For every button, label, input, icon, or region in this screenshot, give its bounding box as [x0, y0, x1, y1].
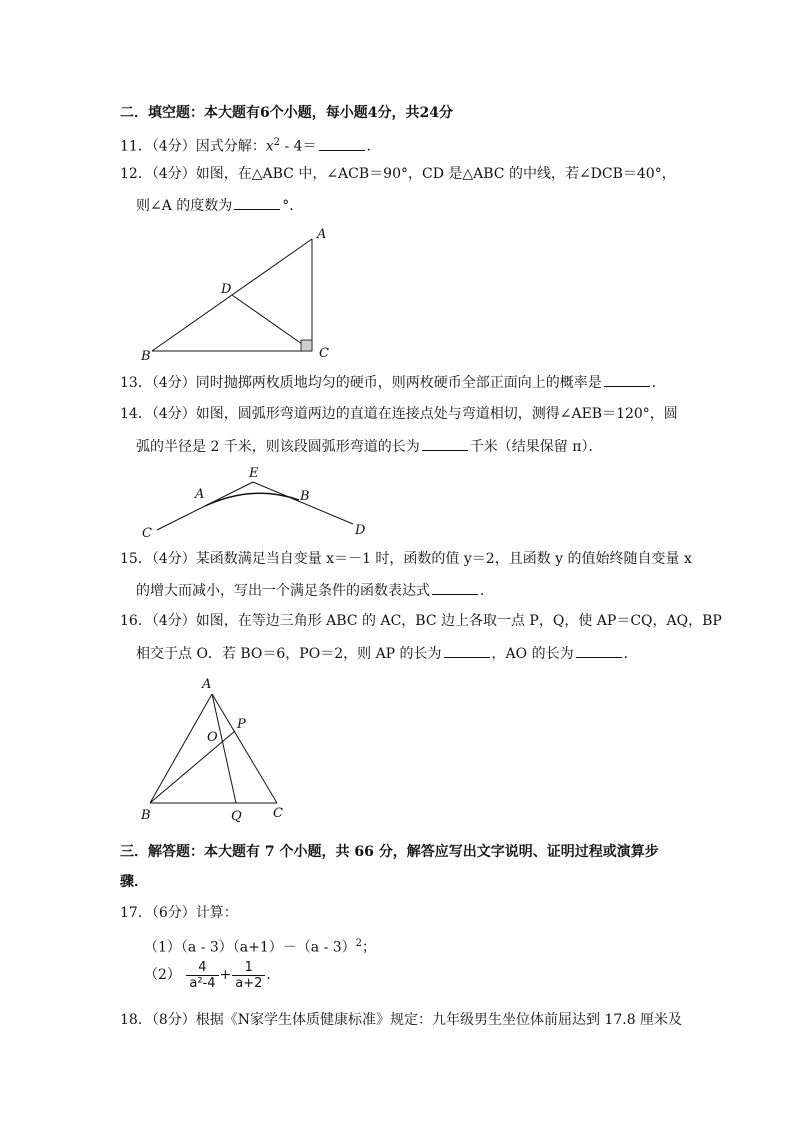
section-2-title: 二．填空题：本大题有6个小题，每小题4分，共24分 [120, 105, 453, 121]
label-C: C [273, 806, 283, 821]
label-O: O [207, 730, 218, 745]
label-B: B [300, 489, 310, 504]
figure-triangle-abc-median [135, 222, 345, 367]
question-12-line1: 12．（4分）如图，在△ABC 中，∠ACB＝90°，CD 是△ABC 的中线，若∠DCB＝40°， [120, 166, 676, 182]
question-17-part2: （2） $\frac{4}{\text{a²-4}}$ + $\frac{1}{a+2}$ ． [144, 959, 281, 991]
fraction-2: $\frac{1}{a+2}$ [232, 960, 265, 991]
label-D: D [355, 523, 366, 538]
label-A: A [202, 677, 212, 692]
question-number: 17．（6分） [120, 905, 196, 921]
question-number: 11．（4分） [120, 138, 196, 155]
label-B: B [141, 349, 151, 364]
question-14-line1: 14．（4分）如图，圆弧形弯道两边的直道在连接点处与弯道相切，测得∠AEB＝120°，圆 [120, 406, 678, 422]
question-number: 12．（4分） [120, 166, 196, 182]
label-Q: Q [231, 809, 242, 824]
question-16-line2: 相交于点 O．若 BO＝6，PO＝2，则 AP 的长为 ，AO 的长为 ． [136, 643, 638, 664]
label-E: E [249, 466, 259, 481]
question-number: 18．（8分） [120, 1012, 196, 1028]
figure-arc-road [135, 462, 375, 542]
answer-blank [576, 643, 622, 658]
answer-blank [444, 643, 490, 658]
label-A: A [317, 227, 327, 242]
question-number: 15．（4分） [120, 551, 196, 567]
question-18: 18．（8分）根据《N家学生体质健康标准》规定：九年级男生坐位体前屈达到 17.8 厘米及 [120, 1012, 683, 1028]
label-C: C [142, 526, 152, 541]
answer-blank [422, 436, 468, 451]
label-B: B [141, 808, 151, 823]
label-C: C [319, 346, 329, 361]
label-P: P [237, 717, 246, 732]
question-14-line2: 弧的半径是 2 千米，则该段圆弧形弯道的长为 千米（结果保留 π）． [136, 436, 602, 457]
right-angle-marker [301, 340, 312, 351]
answer-blank [432, 580, 478, 595]
question-13: 13．（4分）同时抛掷两枚质地均匀的硬币，则两枚硬币全部正面向上的概率是 ． [120, 372, 666, 393]
question-number: 13．（4分） [120, 375, 196, 391]
figure-equilateral-triangle [135, 672, 305, 827]
question-17-part1: （1）（a - 3）（a+1）－（a - 3）$^2$； [144, 938, 377, 956]
fraction-1: $\frac{4}{\text{a²-4}}$ [186, 960, 218, 991]
question-12-line2: 则∠A 的度数为 °． [136, 195, 303, 216]
question-number: 16．（4分） [120, 613, 196, 629]
question-number: 14．（4分） [120, 406, 196, 422]
answer-blank [604, 372, 650, 387]
section-3-title-line2: 骤． [120, 874, 148, 890]
answer-blank [234, 195, 280, 210]
label-A: A [195, 487, 205, 502]
label-D: D [221, 282, 232, 297]
question-16-line1: 16．（4分）如图，在等边三角形 ABC 的 AC，BC 边上各取一点 P，Q，使 AP＝CQ，AQ，BP [120, 613, 722, 629]
question-15-line1: 15．（4分）某函数满足当自变量 x＝－1 时，函数的值 y＝2，且函数 y 的值始终随自变量 x [120, 551, 692, 567]
question-17: 17．（6分）计算： [120, 905, 238, 921]
section-3-title-line1: 三．解答题：本大题有 7 个小题，共 66 分，解答应写出文字说明、证明过程或演算步 [120, 844, 659, 860]
question-11: 11．（4分）因式分解：$x^2 - 4=$ ． [120, 137, 381, 155]
question-15-line2: 的增大而减小，写出一个满足条件的函数表达式 ． [136, 580, 494, 601]
answer-blank [319, 136, 365, 151]
